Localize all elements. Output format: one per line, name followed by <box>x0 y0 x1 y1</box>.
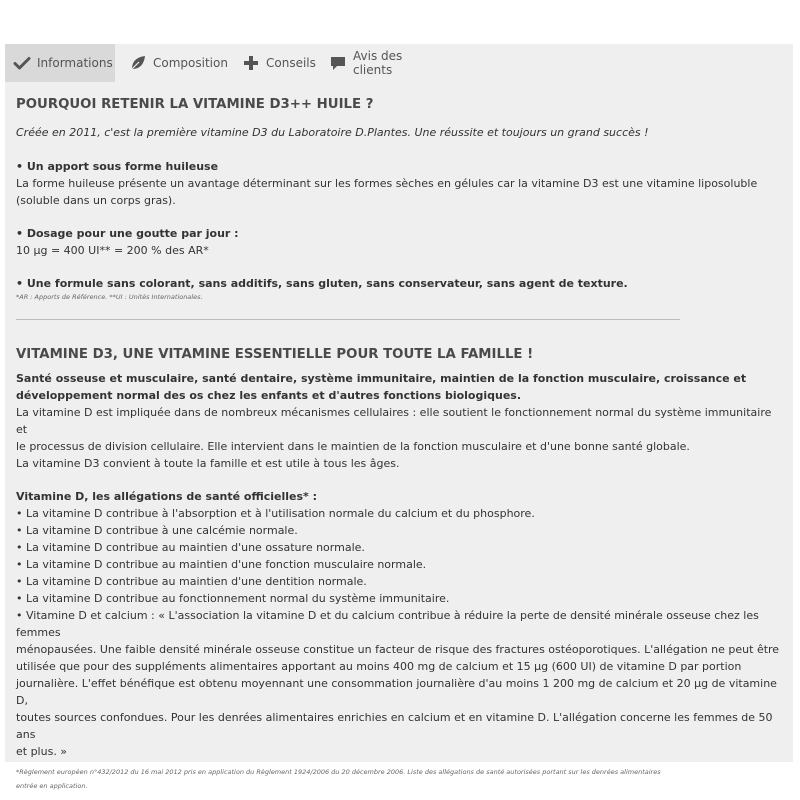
product-info-panel <box>5 44 793 790</box>
section2-title: VITAMINE D3, UNE VITAMINE ESSENTIELLE POUR TOUTE LA FAMILLE ! <box>16 347 534 362</box>
calcium-claim: et plus. » <box>16 745 68 758</box>
claim-item: • La vitamine D contribue à une calcémie normale. <box>16 524 298 537</box>
section1-footnote: *AR : Apports de Référence. **UI : Unités Internationales. <box>16 293 203 301</box>
point3-title: • Une formule sans colorant, sans additifs, sans gluten, sans conservateur, sans agent de texture. <box>16 277 628 290</box>
section2-lead: développement normal des os chez les enfants et d'autres fonctions biologiques. <box>16 389 522 402</box>
section1-title: POURQUOI RETENIR LA VITAMINE D3++ HUILE ? <box>16 97 374 112</box>
tab-content <box>16 94 784 791</box>
point1-title: • Un apport sous forme huileuse <box>16 160 219 173</box>
tab-label: Avis des clients <box>353 49 403 77</box>
claim-item: • La vitamine D contribue à l'absorption et à l'utilisation normale du calcium et du phosphore. <box>16 507 535 520</box>
point1-text: (soluble dans un corps gras). <box>16 194 176 207</box>
calcium-claim: ménopausées. Une faible densité minérale osseuse constitue un facteur de risque des fractures ostéoporotiques. L'allégation ne peut être <box>16 643 780 656</box>
section2-footnote: *Règlement européen n°432/2012 du 16 mai 2012 pris en application du Règlement 1924/2006 du 20 décembre 2006. Liste des allégations de santé autorisées portant sur les denrées alimentaires <box>16 768 661 776</box>
calcium-claim: toutes sources confondues. Pour les denrées alimentaires enrichies en calcium et en vitamine D. L'allégation concerne les femmes de 50 ans <box>16 711 773 741</box>
claims-title: Vitamine D, les allégations de santé officielles* : <box>16 490 318 503</box>
section2-text: La vitamine D est impliquée dans de nombreux mécanismes cellulaires : elle soutient le fonctionnement normal du système immunitaire et <box>16 406 772 436</box>
claim-item: • La vitamine D contribue au maintien d'une fonction musculaire normale. <box>16 558 427 571</box>
point2-text: 10 µg = 400 UI** = 200 % des AR* <box>16 244 209 257</box>
section2-text: le processus de division cellulaire. Elle intervient dans le maintien de la fonction musculaire et d'une bonne santé globale. <box>16 440 690 453</box>
tab-bar <box>5 44 793 82</box>
calcium-claim: journalière. L'effet bénéfique est obtenu moyennant une consommation journalière d'au moins 1 200 mg de calcium et 20 µg de vitamine D, <box>16 677 777 707</box>
tab-label: Informations <box>37 56 113 70</box>
claim-item: • La vitamine D contribue au maintien d'une dentition normale. <box>16 575 367 588</box>
plus-icon <box>242 54 260 72</box>
speech-bubble-icon <box>329 54 347 72</box>
checkmark-icon <box>13 54 31 72</box>
point1-text: La forme huileuse présente un avantage déterminant sur les formes sèches en gélules car la vitamine D3 est une vitamine liposoluble <box>16 177 758 190</box>
point2-title: • Dosage pour une goutte par jour : <box>16 227 239 240</box>
claim-item: • La vitamine D contribue au fonctionnement normal du système immunitaire. <box>16 592 450 605</box>
calcium-claim: utilisée que pour des suppléments alimentaires apportant au moins 400 mg de calcium et 15 µg (600 UI) de vitamine D par portion <box>16 660 742 673</box>
tab-informations[interactable] <box>5 44 115 82</box>
tab-conseils[interactable] <box>234 44 321 82</box>
tab-label: Composition <box>153 56 228 70</box>
section2-text: La vitamine D3 convient à toute la famille et est utile à tous les âges. <box>16 457 400 470</box>
section2-footnote: entrée en application. <box>16 782 88 790</box>
section1-intro: Créée en 2011, c'est la première vitamine D3 du Laboratoire D.Plantes. Une réussite et toujours un grand succès ! <box>16 126 649 139</box>
tab-label: Conseils <box>266 56 316 70</box>
calcium-claim: • Vitamine D et calcium : « L'association la vitamine D et du calcium contribue à réduire la perte de densité minérale osseuse chez les femmes <box>16 609 759 639</box>
leaf-icon <box>129 54 147 72</box>
section2-lead: Santé osseuse et musculaire, santé dentaire, système immunitaire, maintien de la fonction musculaire, croissance et <box>16 372 747 385</box>
section-divider <box>16 319 680 320</box>
tab-composition[interactable] <box>121 44 234 82</box>
claim-item: • La vitamine D contribue au maintien d'une ossature normale. <box>16 541 365 554</box>
tab-avis-clients[interactable] <box>321 44 451 82</box>
